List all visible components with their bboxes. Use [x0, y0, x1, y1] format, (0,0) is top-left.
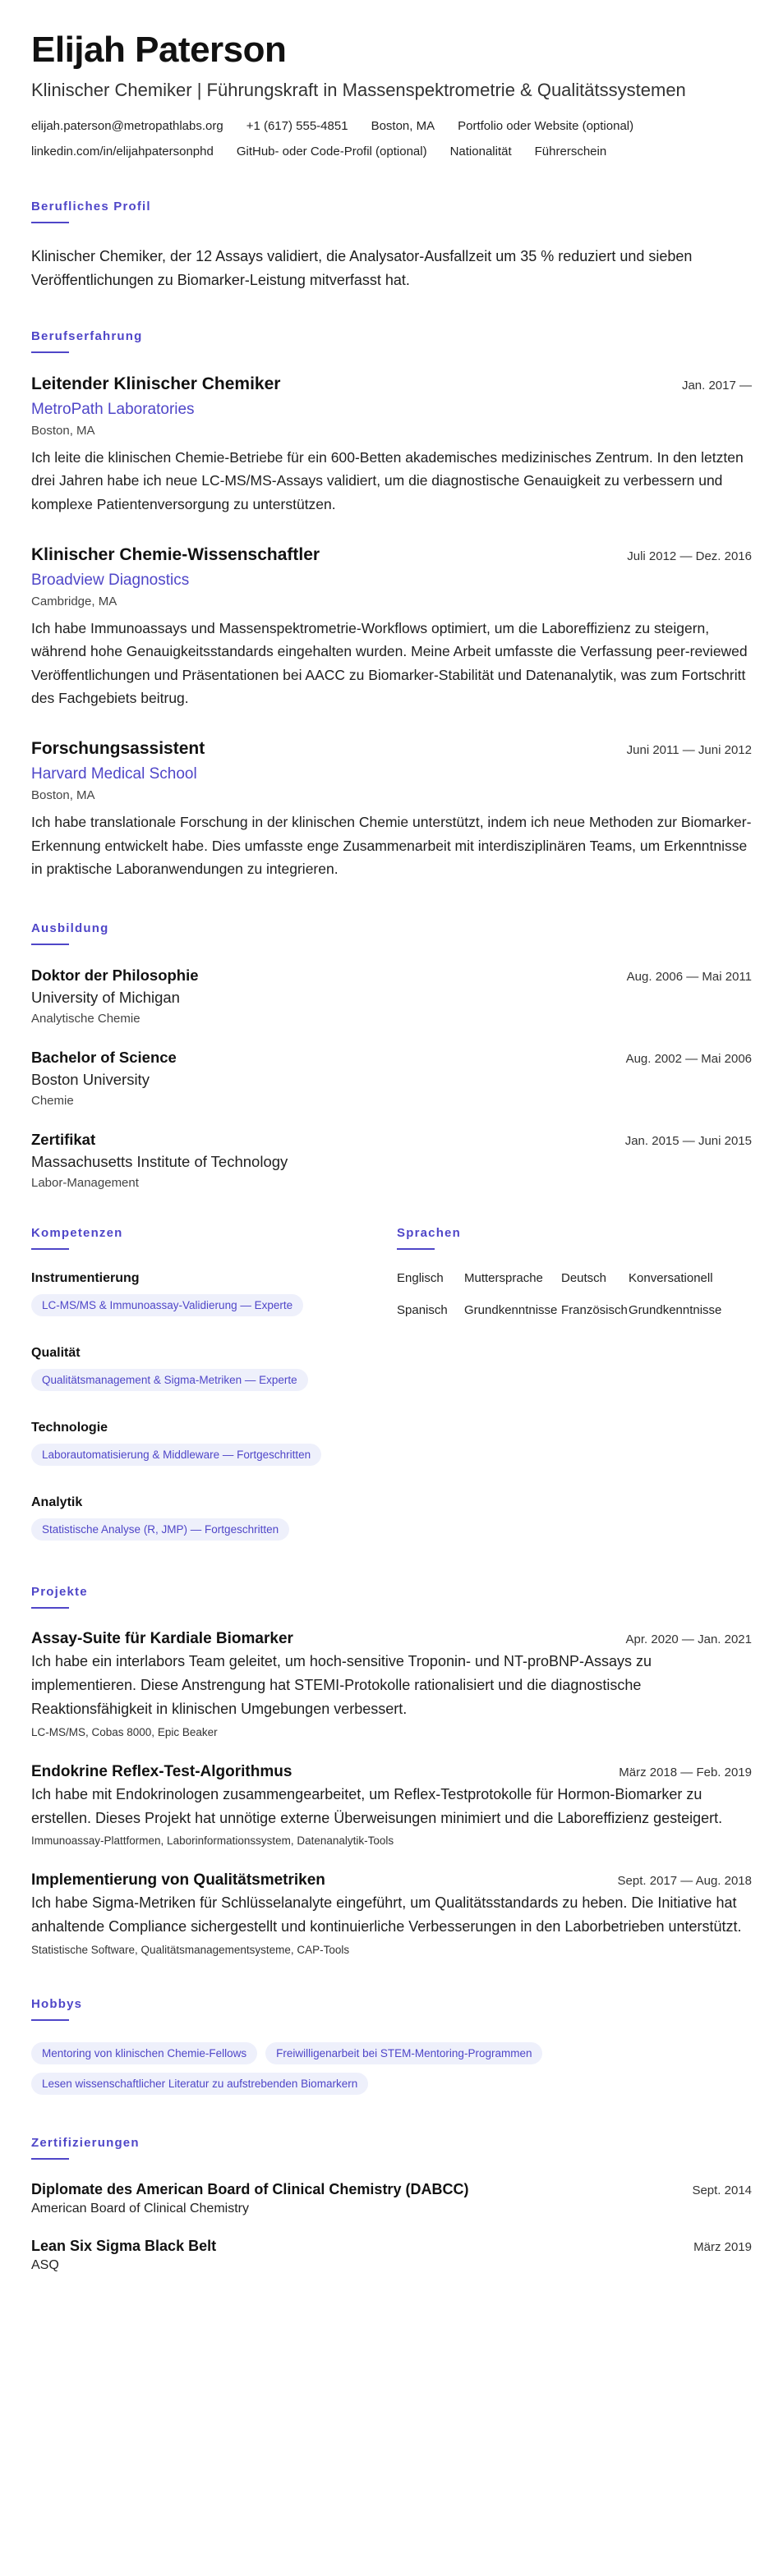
- contact-portfolio[interactable]: Portfolio oder Website (optional): [458, 118, 634, 133]
- project-date: März 2018 — Feb. 2019: [619, 1765, 752, 1779]
- skill-group: [31, 1271, 397, 1325]
- job-description: Ich habe Immunoassays und Massenspektrometrie-Workflows optimiert, um die Laboreffizienz zu steigern, während hohe Genauigkeitsstandards eingehalten wurden. Meine Arbeit umfasste die Verfassung peer-reviewed Veröffentlichungen und Präsentationen bei AACC zu Biomarker-Stabilität und Datenanalytik, was zum Fortschritt des Fachgebiets beitrug.: [31, 620, 748, 707]
- education-entry: [31, 1131, 752, 1190]
- contact-license: Führerschein: [534, 144, 607, 158]
- section-divider: [31, 2019, 69, 2021]
- job-title: Klinischer Chemie-Wissenschaftler: [31, 545, 320, 564]
- project-description: Ich habe ein interlabors Team geleitet, um hoch-sensitive Troponin- und NT-proBNP-Assays zu implementieren. Diese Anstrengung hat STEMI-Protokolle rationalisiert und die diagnostische Reaktionsfähigkeit in klinischen Umgebungen verbessert.: [31, 1653, 652, 1717]
- certification-date: Sept. 2014: [692, 2183, 752, 2197]
- education-entry: [31, 967, 752, 1026]
- section-divider: [31, 351, 69, 353]
- language-level: Muttersprache: [464, 1271, 543, 1286]
- project-title: Assay-Suite für Kardiale Biomarker: [31, 1630, 293, 1648]
- education-section: [31, 921, 752, 1190]
- skills-section: [31, 1190, 397, 1549]
- project-technologies: Immunoassay-Plattformen, Laborinformationssystem, Datenanalytik-Tools: [31, 1834, 394, 1848]
- projects-section: [31, 1585, 752, 1956]
- certification-entry: [31, 2181, 752, 2216]
- job-entry: [31, 374, 752, 516]
- section-divider: [31, 1248, 69, 1250]
- certification-issuer: ASQ: [31, 2257, 59, 2272]
- education-date: Aug. 2002 — Mai 2006: [625, 1052, 752, 1067]
- section-divider: [31, 944, 69, 945]
- hobbies-section: [31, 1997, 752, 2103]
- education-date: Aug. 2006 — Mai 2011: [626, 970, 752, 985]
- project-entry: [31, 1871, 752, 1956]
- languages-section: [397, 1190, 752, 1549]
- contact-phone[interactable]: +1 (617) 555-4851: [246, 118, 348, 133]
- section-title: Berufserfahrung: [31, 328, 143, 343]
- job-date: Juni 2011 — Juni 2012: [626, 743, 752, 758]
- profile-section: [31, 200, 752, 293]
- certifications-section: [31, 2136, 752, 2273]
- education-school: University of Michigan: [31, 989, 180, 1007]
- project-title: Endokrine Reflex-Test-Algorithmus: [31, 1762, 292, 1780]
- candidate-name: Elijah Paterson: [31, 30, 287, 70]
- language-level: Grundkenntnisse: [464, 1303, 558, 1318]
- job-location: Boston, MA: [31, 788, 95, 803]
- project-description: Ich habe Sigma-Metriken für Schlüsselanalyte eingeführt, um Qualitätsstandards zu heben. Die Initiative hat anhaltende Compliance sichergestellt und kontinuierliche Verbesserungen in den Laborbetrieben unterstützt.: [31, 1894, 742, 1935]
- job-title: Forschungsassistent: [31, 739, 205, 759]
- section-title: Kompetenzen: [31, 1226, 123, 1241]
- contact-linkedin[interactable]: linkedin.com/in/elijahpatersonphd: [31, 144, 214, 158]
- job-company: Harvard Medical School: [31, 765, 197, 783]
- language-name: Deutsch: [561, 1271, 607, 1286]
- contact-nationality: Nationalität: [449, 144, 512, 158]
- language-level: Konversationell: [629, 1271, 713, 1286]
- education-degree: Zertifikat: [31, 1131, 96, 1149]
- skill-pill: LC-MS/MS & Immunoassay-Validierung — Experte: [31, 1294, 303, 1316]
- hobby-pill: Freiwilligenarbeit bei STEM-Mentoring-Programmen: [265, 2042, 542, 2064]
- language-name: Englisch: [397, 1271, 444, 1286]
- job-title: Leitender Klinischer Chemiker: [31, 374, 281, 393]
- language-level: Grundkenntnisse: [629, 1303, 722, 1318]
- section-divider: [397, 1248, 435, 1250]
- job-location: Cambridge, MA: [31, 595, 117, 608]
- headline: Klinischer Chemiker | Führungskraft in Massenspektrometrie & Qualitätssystemen: [31, 79, 686, 100]
- skill-group: [31, 1346, 397, 1399]
- section-title: Hobbys: [31, 1996, 83, 2011]
- contact-info: [31, 119, 752, 158]
- education-field: Analytische Chemie: [31, 1012, 140, 1026]
- skill-category: Qualität: [31, 1346, 81, 1361]
- job-date: Juli 2012 — Dez. 2016: [627, 549, 752, 563]
- skills-languages-row: [31, 1190, 752, 1549]
- section-divider: [31, 2158, 69, 2160]
- hobby-pill: Lesen wissenschaftlicher Literatur zu aufstrebenden Biomarkern: [31, 2073, 368, 2095]
- resume-header: [31, 30, 752, 158]
- project-date: Sept. 2017 — Aug. 2018: [617, 1874, 752, 1889]
- hobby-list: [31, 2042, 752, 2103]
- job-company: MetroPath Laboratories: [31, 400, 195, 418]
- job-date: Jan. 2017 —: [681, 378, 752, 393]
- skill-category: Analytik: [31, 1495, 83, 1510]
- skill-category: Technologie: [31, 1421, 108, 1435]
- contact-location: Boston, MA: [371, 118, 435, 133]
- job-location: Boston, MA: [31, 423, 95, 438]
- project-title: Implementierung von Qualitätsmetriken: [31, 1871, 325, 1890]
- profile-summary: Klinischer Chemiker, der 12 Assays validiert, die Analysator-Ausfallzeit um 35 % reduziert und sieben Veröffentlichungen zu Biomarker-Leistung mitverfasst hat.: [31, 247, 693, 289]
- section-divider: [31, 222, 69, 223]
- language-name: Spanisch: [397, 1303, 448, 1318]
- certification-name: Diplomate des American Board of Clinical Chemistry (DABCC): [31, 2180, 469, 2197]
- job-company: Broadview Diagnostics: [31, 572, 190, 589]
- job-entry: [31, 739, 752, 880]
- education-degree: Doktor der Philosophie: [31, 967, 199, 985]
- skill-pill: Statistische Analyse (R, JMP) — Fortgeschritten: [31, 1518, 289, 1541]
- job-description: Ich habe translationale Forschung in der klinischen Chemie unterstützt, indem ich neue Methoden zur Biomarker-Erkennung entwickelt habe. Dies umfasste enge Zusammenarbeit mit interdisziplinären Teams, um Erkenntnisse in praktische Laboranwendungen zu integrieren.: [31, 814, 752, 878]
- section-title: Ausbildung: [31, 921, 109, 936]
- project-technologies: Statistische Software, Qualitätsmanagementsysteme, CAP-Tools: [31, 1943, 350, 1956]
- section-title: Sprachen: [397, 1226, 461, 1241]
- skill-group: [31, 1421, 397, 1474]
- hobby-pill: Mentoring von klinischen Chemie-Fellows: [31, 2042, 257, 2064]
- skill-category: Instrumentierung: [31, 1271, 140, 1286]
- education-field: Chemie: [31, 1094, 74, 1109]
- education-field: Labor-Management: [31, 1176, 139, 1191]
- skill-pill: Laborautomatisierung & Middleware — Fortgeschritten: [31, 1444, 321, 1466]
- project-date: Apr. 2020 — Jan. 2021: [625, 1632, 752, 1647]
- language-name: Französisch: [561, 1303, 628, 1318]
- certification-issuer: American Board of Clinical Chemistry: [31, 2201, 249, 2216]
- language-list: [397, 1271, 752, 1317]
- education-entry: [31, 1049, 752, 1108]
- skill-group: [31, 1495, 397, 1549]
- education-school: Massachusetts Institute of Technology: [31, 1153, 288, 1171]
- section-title: Projekte: [31, 1585, 88, 1600]
- project-technologies: LC-MS/MS, Cobas 8000, Epic Beaker: [31, 1725, 218, 1738]
- contact-github[interactable]: GitHub- oder Code-Profil (optional): [236, 144, 427, 158]
- experience-section: [31, 329, 752, 880]
- project-entry: [31, 1763, 752, 1848]
- section-title: Berufliches Profil: [31, 199, 151, 214]
- section-title: Zertifizierungen: [31, 2135, 140, 2150]
- certification-entry: [31, 2238, 752, 2273]
- contact-email[interactable]: elijah.paterson@metropathlabs.org: [31, 118, 223, 133]
- certification-date: März 2019: [693, 2239, 752, 2254]
- certification-name: Lean Six Sigma Black Belt: [31, 2237, 217, 2254]
- project-description: Ich habe mit Endokrinologen zusammengearbeitet, um Reflex-Testprotokolle für Hormon-Biomarker zu erstellen. Dieses Projekt hat unnötige externe Überweisungen minimiert und die Laboreffizienz gesteigert.: [31, 1785, 723, 1826]
- education-degree: Bachelor of Science: [31, 1049, 177, 1067]
- job-description: Ich leite die klinischen Chemie-Betriebe für ein 600-Betten akademisches medizinisches Zentrum. In den letzten drei Jahren habe ich neue LC-MS/MS-Assays validiert, um die diagnostische Genauigkeit zu verbessern und komplexe Patientenversorgung zu unterstützen.: [31, 448, 744, 512]
- section-divider: [31, 1607, 69, 1609]
- education-school: Boston University: [31, 1071, 150, 1089]
- project-entry: [31, 1630, 752, 1738]
- education-date: Jan. 2015 — Juni 2015: [624, 1134, 752, 1149]
- job-entry: [31, 545, 752, 709]
- skill-pill: Qualitätsmanagement & Sigma-Metriken — Experte: [31, 1369, 308, 1391]
